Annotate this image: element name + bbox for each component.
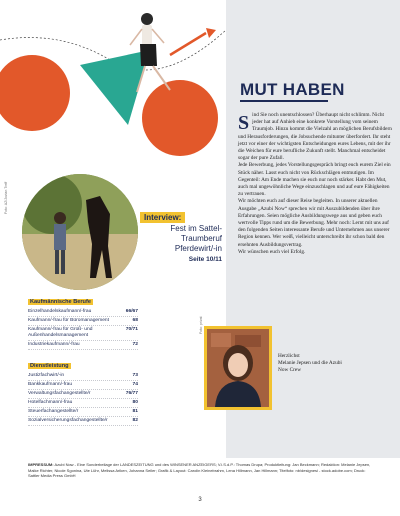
interview-line-1: Fest im Sattel-	[170, 224, 222, 233]
item-page: 82	[132, 418, 138, 423]
photo-credit-right: Foto: privat	[199, 316, 203, 334]
item-label: Steuerfachangestellte/r	[28, 409, 79, 414]
article-body: ind Sie noch unentschlossen? Überhaupt nicht schlimm. Nicht jeder hat auf Anhieb eine konkrete Vorstellung vom seinem Traumjob. Hinzu kommt die Vielzahl an möglichen Berufsbildern und Herausforderungen, die Jobsuchende mitunter überfordert. Ihr steht jetzt vor einer der wichtigsten Entscheidungen eures Lebens, mit der ihr die Weichen für eure berufliche Zukunft stellt. Manchmal entscheidet sogar der pure Zufall.	[238, 112, 392, 162]
interview-teaser	[118, 224, 222, 254]
services-list	[28, 372, 138, 426]
impressum	[28, 462, 378, 479]
interview-line-2: Traumberuf	[180, 234, 222, 243]
item-label: Verwaltungsfachangestellte/r	[28, 391, 91, 396]
section-title-commercial: Kaufmännische Berufe	[30, 299, 91, 305]
section-title-services: Dienstleistung	[30, 363, 69, 369]
collage-graphic	[0, 0, 226, 170]
item-label: Kaufmann/-frau für Groß- und Außenhandelsmanagement	[28, 327, 93, 338]
article-paragraph-1	[238, 112, 394, 162]
commercial-list	[28, 308, 138, 350]
portrait-photo	[207, 329, 269, 407]
list-item[interactable]	[28, 390, 138, 399]
list-item[interactable]	[28, 399, 138, 408]
dropcap: S	[238, 112, 250, 134]
section-services	[28, 354, 138, 426]
item-label: Kaufmann/-frau für Büromanagement	[28, 318, 110, 323]
article-paragraph-4: Wir wünschen euch viel Erfolg.	[238, 248, 306, 255]
interview-label: Interview:	[140, 212, 185, 223]
list-item[interactable]	[28, 326, 138, 341]
photo-credit-left: Foto: AZ/Jovian Treff	[4, 181, 8, 214]
page-title: MUT HABEN	[240, 80, 345, 99]
interview-line-3: Pferdewirt/-in	[174, 244, 222, 253]
item-page: 72	[132, 342, 138, 347]
item-label: Einzelhandelskaufmann/-frau	[28, 309, 92, 314]
impressum-text: Azubi Now - Eine Sonderbeilage der LANDESZEITUNG und des WINSENER ANZEIGERS; V.i.S.d.P.: Thomas Drupa; Produktleitung: Jan Beckmann; Redaktion: Melanie Jepsen, Maike Richter, Nicole Sgonina, Ute Lühr, Melissa Ariken, Johanna Seiler; Grafik & Layout: Carolin Kleinebrahm, Lena Hillmann, Jan Hillmann; Titelfoto: nb/designesi - stock.adobe.com; Druck: Sattler Media Press GmbH	[28, 462, 371, 478]
item-page: 80	[132, 400, 138, 405]
editor-portrait	[204, 326, 272, 410]
list-item[interactable]	[28, 308, 138, 317]
item-page: 73	[132, 373, 138, 378]
signature-line-2: Now Crew	[278, 367, 302, 374]
item-label: Industriekaufmann/-frau	[28, 342, 80, 347]
editorial-article	[238, 112, 394, 256]
title-underline	[240, 100, 328, 102]
impressum-label: IMPRESSUM:	[28, 462, 54, 467]
item-page: 81	[132, 409, 138, 414]
list-item[interactable]	[28, 381, 138, 390]
list-item[interactable]	[28, 341, 138, 350]
cover-collage	[0, 0, 226, 170]
item-label: Sozialversicherungsfachangestellte/r	[28, 418, 108, 423]
item-page: 66/67	[125, 309, 138, 314]
greeting: Herzlichst	[278, 353, 300, 359]
list-item[interactable]	[28, 417, 138, 426]
article-paragraph-2: Jede Bewerbung, jedes Vorstellungsgespräch bringt euch eurem Ziel ein Stück näher. Lasst euch nicht von Rückschlägen entmutigen. Im Gegenteil: Am Ende machen sie euch nur noch stärker. Habt den Mut, auch mal ungewöhnliche Wege einzuschlagen und auf eure Fähigkeiten zu vertrauen.	[238, 162, 391, 198]
item-page: 68	[132, 318, 138, 323]
item-page: 74	[132, 382, 138, 387]
item-label: Hotelfachmann/-frau	[28, 400, 73, 405]
item-label: Justizfachwirt/-in	[28, 373, 65, 378]
signature-block	[278, 353, 396, 375]
list-item[interactable]	[28, 372, 138, 381]
section-commercial	[28, 290, 138, 350]
signature-line-1: Melanie Jepsen und die Azubi	[278, 360, 342, 367]
page-number: 3	[198, 497, 202, 503]
article-paragraph-3: Wir möchten euch auf dieser Reise begleiten. In unserer aktuellen Ausgabe „Azubi Now“ sprechen wir mit Auszubildenden über ihre Erfahrungen. Seien mögliche Ausbildungswege aus und geben euch wertvolle Tipps rund um die Bewerbung. Mehr noch: Lernt mit uns auf den folgenden Seiten interessante Berufe und Unternehmen aus unserer Region kennen. Wer weiß, vielleicht unterschreibt ihr schon bald den ersehnten Ausbildungsvertrag.	[238, 198, 390, 248]
item-label: Bankkaufmann/-frau	[28, 382, 73, 387]
list-item[interactable]	[28, 317, 138, 326]
item-page: 76/77	[125, 391, 138, 396]
item-page: 70/71	[125, 327, 138, 332]
interview-page-ref: Seite 10/11	[188, 256, 222, 263]
list-item[interactable]	[28, 408, 138, 417]
